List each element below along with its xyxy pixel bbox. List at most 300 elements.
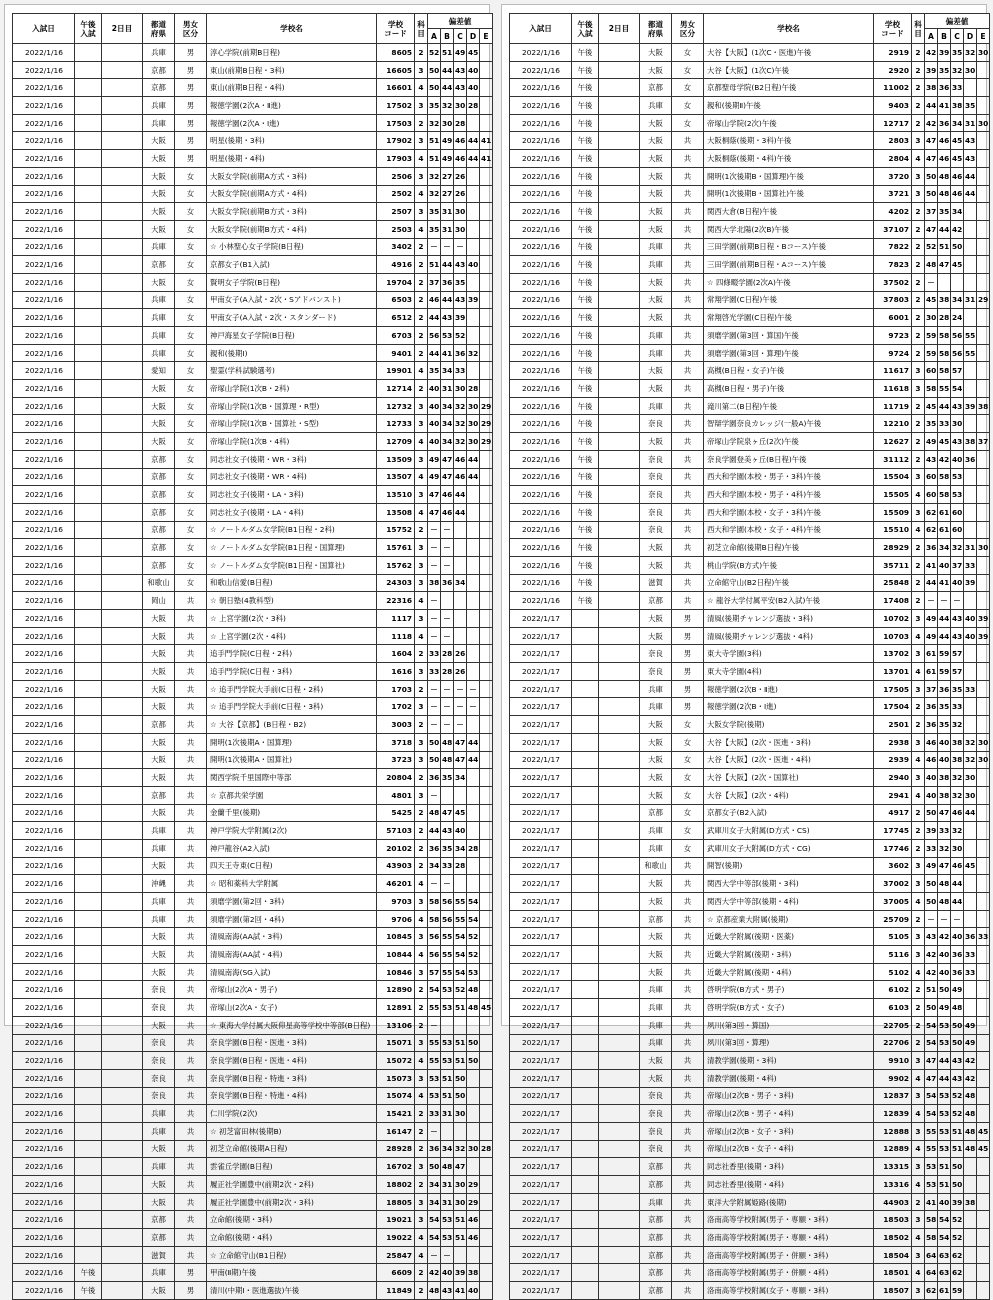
deviation-c-cell: 50	[951, 1176, 964, 1194]
date-cell: 2022/1/16	[13, 893, 75, 911]
deviation-e-cell: 41	[480, 150, 493, 168]
deviation-c-cell: 43	[454, 256, 467, 274]
prefecture-cell: 奈良	[143, 999, 175, 1017]
header-prefecture: 都道 府県	[143, 14, 175, 44]
subjects-cell: 4	[912, 786, 925, 804]
afternoon-cell	[75, 663, 102, 681]
school-code-cell: 25847	[377, 1246, 415, 1264]
sex-cell: 男	[175, 1264, 207, 1282]
sex-cell: 女	[672, 786, 704, 804]
deviation-c-cell: 40	[951, 450, 964, 468]
sex-cell: 女	[175, 433, 207, 451]
date-cell: 2022/1/16	[13, 556, 75, 574]
subjects-cell: 2	[415, 645, 428, 663]
date-cell: 2022/1/17	[510, 1122, 572, 1140]
deviation-d-cell	[964, 273, 977, 291]
afternoon-cell: 午後	[572, 556, 599, 574]
deviation-a-cell: 44	[925, 97, 938, 115]
school-code-cell: 11719	[874, 397, 912, 415]
deviation-e-cell	[977, 256, 990, 274]
school-code-cell: 11617	[874, 362, 912, 380]
prefecture-cell: 兵庫	[143, 238, 175, 256]
prefecture-cell: 兵庫	[143, 1158, 175, 1176]
deviation-a-cell: 50	[428, 79, 441, 97]
date-cell: 2022/1/17	[510, 1176, 572, 1194]
deviation-e-cell	[480, 380, 493, 398]
subjects-cell: 4	[415, 433, 428, 451]
deviation-c-cell: 47	[454, 751, 467, 769]
deviation-b-cell: 58	[938, 344, 951, 362]
deviation-c-cell: 46	[454, 132, 467, 150]
day2-cell	[102, 751, 143, 769]
deviation-c-cell: 34	[951, 114, 964, 132]
school-code-cell: 3602	[874, 857, 912, 875]
deviation-b-cell	[441, 592, 454, 610]
sex-cell: 共	[175, 1158, 207, 1176]
subjects-cell: 2	[415, 1016, 428, 1034]
deviation-c-cell: 43	[951, 627, 964, 645]
deviation-b-cell: 36	[441, 273, 454, 291]
afternoon-cell	[75, 1016, 102, 1034]
deviation-a-cell: 47	[925, 1069, 938, 1087]
sex-cell: 共	[672, 344, 704, 362]
table-row	[13, 61, 493, 79]
subjects-cell: 2	[415, 44, 428, 62]
deviation-e-cell	[480, 273, 493, 291]
deviation-c-cell: 46	[454, 468, 467, 486]
deviation-e-cell	[977, 556, 990, 574]
deviation-c-cell	[454, 610, 467, 628]
deviation-d-cell	[964, 79, 977, 97]
sex-cell: 女	[672, 61, 704, 79]
deviation-b-cell: 63	[938, 1264, 951, 1282]
school-name-cell: 立命館(後期・3科)	[207, 1211, 377, 1229]
sex-cell: 女	[175, 185, 207, 203]
header-d: D	[467, 29, 480, 44]
date-cell: 2022/1/16	[510, 256, 572, 274]
date-cell: 2022/1/16	[13, 256, 75, 274]
deviation-c-cell: 49	[951, 981, 964, 999]
table-row	[510, 1140, 990, 1158]
subjects-cell: 3	[415, 397, 428, 415]
prefecture-cell: 兵庫	[143, 114, 175, 132]
date-cell: 2022/1/16	[13, 875, 75, 893]
deviation-c-cell: 39	[454, 1264, 467, 1282]
afternoon-cell: 午後	[572, 415, 599, 433]
table-body-left	[13, 44, 493, 1300]
date-cell: 2022/1/16	[510, 185, 572, 203]
deviation-c-cell: 54	[454, 928, 467, 946]
deviation-b-cell: －	[441, 875, 454, 893]
deviation-d-cell: 31	[964, 291, 977, 309]
prefecture-cell: 大阪	[640, 963, 672, 981]
deviation-a-cell: 53	[925, 1158, 938, 1176]
subjects-cell: 3	[415, 97, 428, 115]
deviation-b-cell	[441, 786, 454, 804]
sex-cell: 共	[672, 433, 704, 451]
deviation-c-cell: 51	[951, 1140, 964, 1158]
afternoon-cell	[75, 893, 102, 911]
deviation-c-cell	[454, 1246, 467, 1264]
date-cell: 2022/1/16	[510, 203, 572, 221]
header-deviation: 偏差値	[925, 14, 990, 29]
sex-cell: 男	[175, 1282, 207, 1300]
deviation-c-cell: 52	[951, 1229, 964, 1247]
day2-cell	[102, 273, 143, 291]
deviation-a-cell: 43	[925, 928, 938, 946]
prefecture-cell: 兵庫	[143, 291, 175, 309]
day2-cell	[102, 592, 143, 610]
day2-cell	[599, 433, 640, 451]
prefecture-cell: 大阪	[143, 380, 175, 398]
day2-cell	[102, 627, 143, 645]
school-name-cell: 武庫川女子大附属(D方式・CS)	[704, 822, 874, 840]
table-row	[510, 627, 990, 645]
afternoon-cell	[75, 397, 102, 415]
deviation-a-cell: 40	[925, 786, 938, 804]
deviation-e-cell	[977, 468, 990, 486]
deviation-a-cell: 51	[925, 981, 938, 999]
afternoon-cell: 午後	[75, 1264, 102, 1282]
deviation-d-cell	[467, 716, 480, 734]
deviation-d-cell	[964, 645, 977, 663]
deviation-c-cell: 43	[454, 61, 467, 79]
prefecture-cell: 大阪	[640, 362, 672, 380]
school-code-cell: 13507	[377, 468, 415, 486]
deviation-a-cell: 47	[428, 486, 441, 504]
school-code-cell: 6703	[377, 327, 415, 345]
subjects-cell: 4	[415, 79, 428, 97]
table-row	[13, 185, 493, 203]
subjects-cell: 4	[912, 521, 925, 539]
deviation-e-cell: 41	[480, 132, 493, 150]
date-cell: 2022/1/16	[13, 733, 75, 751]
date-cell: 2022/1/16	[13, 114, 75, 132]
afternoon-cell	[75, 521, 102, 539]
date-cell: 2022/1/16	[13, 503, 75, 521]
prefecture-cell: 京都	[143, 556, 175, 574]
sex-cell: 共	[672, 238, 704, 256]
sex-cell: 共	[672, 309, 704, 327]
deviation-d-cell: 48	[964, 1140, 977, 1158]
afternoon-cell	[75, 645, 102, 663]
school-code-cell: 17505	[874, 680, 912, 698]
deviation-b-cell: 36	[938, 114, 951, 132]
deviation-c-cell: 43	[951, 610, 964, 628]
afternoon-cell	[75, 1176, 102, 1194]
deviation-e-cell	[977, 203, 990, 221]
sex-cell: 男	[175, 150, 207, 168]
prefecture-cell: 大阪	[640, 556, 672, 574]
day2-cell	[599, 362, 640, 380]
deviation-b-cell: 48	[938, 893, 951, 911]
table-row	[510, 167, 990, 185]
deviation-e-cell	[480, 220, 493, 238]
deviation-d-cell: 48	[964, 1105, 977, 1123]
school-name-cell: 明星(後期・4科)	[207, 150, 377, 168]
school-code-cell: 11849	[377, 1282, 415, 1300]
prefecture-cell: 大阪	[143, 680, 175, 698]
afternoon-cell	[572, 839, 599, 857]
subjects-cell: 2	[912, 273, 925, 291]
day2-cell	[599, 751, 640, 769]
subjects-cell: 2	[912, 114, 925, 132]
deviation-b-cell: 49	[938, 999, 951, 1017]
deviation-e-cell	[480, 804, 493, 822]
day2-cell	[102, 450, 143, 468]
sex-cell: 共	[175, 627, 207, 645]
subjects-cell: 2	[912, 415, 925, 433]
deviation-e-cell	[480, 680, 493, 698]
deviation-c-cell: 50	[454, 1069, 467, 1087]
table-body-right	[510, 44, 990, 1300]
afternoon-cell	[75, 238, 102, 256]
sex-cell: 共	[672, 220, 704, 238]
deviation-d-cell	[964, 1229, 977, 1247]
afternoon-cell	[572, 769, 599, 787]
school-name-cell: 親和(後期Ⅰ)	[207, 344, 377, 362]
deviation-b-cell: 38	[938, 786, 951, 804]
deviation-d-cell: 33	[964, 680, 977, 698]
date-cell: 2022/1/16	[13, 769, 75, 787]
school-code-cell: 1117	[377, 610, 415, 628]
deviation-d-cell: 30	[964, 61, 977, 79]
sex-cell: 共	[672, 1193, 704, 1211]
deviation-b-cell: 36	[938, 79, 951, 97]
header-school: 学校名	[207, 14, 377, 44]
day2-cell	[102, 1087, 143, 1105]
header-afternoon: 午後 入試	[572, 14, 599, 44]
deviation-e-cell	[977, 79, 990, 97]
school-code-cell: 3721	[874, 185, 912, 203]
sex-cell: 共	[175, 1122, 207, 1140]
afternoon-cell	[75, 185, 102, 203]
day2-cell	[102, 539, 143, 557]
table-row	[13, 556, 493, 574]
prefecture-cell: 奈良	[640, 521, 672, 539]
deviation-c-cell: 38	[951, 97, 964, 115]
school-code-cell: 20804	[377, 769, 415, 787]
deviation-d-cell: 48	[964, 1122, 977, 1140]
subjects-cell: 2	[415, 380, 428, 398]
afternoon-cell: 午後	[572, 327, 599, 345]
date-cell: 2022/1/17	[510, 1016, 572, 1034]
day2-cell	[102, 132, 143, 150]
deviation-c-cell: 32	[454, 1140, 467, 1158]
subjects-cell: 3	[912, 1122, 925, 1140]
subjects-cell: 4	[912, 627, 925, 645]
deviation-b-cell: 53	[938, 1016, 951, 1034]
day2-cell	[102, 167, 143, 185]
table-row	[13, 1176, 493, 1194]
deviation-c-cell: 54	[454, 963, 467, 981]
date-cell: 2022/1/16	[510, 486, 572, 504]
header-day2: 2日目	[599, 14, 640, 44]
table-row	[510, 1069, 990, 1087]
school-code-cell: 17745	[874, 822, 912, 840]
deviation-a-cell: 49	[925, 857, 938, 875]
deviation-c-cell	[454, 786, 467, 804]
date-cell: 2022/1/16	[13, 963, 75, 981]
school-code-cell: 12210	[874, 415, 912, 433]
school-code-cell: 5105	[874, 928, 912, 946]
sex-cell: 共	[672, 539, 704, 557]
deviation-e-cell	[977, 503, 990, 521]
afternoon-cell	[572, 1016, 599, 1034]
prefecture-cell: 奈良	[143, 981, 175, 999]
sex-cell: 共	[672, 1034, 704, 1052]
sex-cell: 共	[175, 663, 207, 681]
deviation-d-cell	[964, 309, 977, 327]
date-cell: 2022/1/16	[510, 539, 572, 557]
afternoon-cell	[572, 1282, 599, 1300]
table-row	[510, 1105, 990, 1123]
deviation-a-cell: 36	[428, 1140, 441, 1158]
deviation-c-cell: 59	[951, 1282, 964, 1300]
deviation-b-cell: 31	[441, 380, 454, 398]
subjects-cell: 2	[415, 1140, 428, 1158]
deviation-c-cell: 44	[454, 503, 467, 521]
deviation-e-cell	[480, 486, 493, 504]
deviation-e-cell	[977, 716, 990, 734]
deviation-a-cell: 64	[925, 1264, 938, 1282]
table-row	[510, 698, 990, 716]
school-code-cell: 5102	[874, 963, 912, 981]
subjects-cell: 2	[912, 1016, 925, 1034]
sex-cell: 共	[672, 256, 704, 274]
deviation-a-cell: 42	[925, 44, 938, 62]
date-cell: 2022/1/16	[13, 999, 75, 1017]
deviation-a-cell: 47	[925, 150, 938, 168]
subjects-cell: 2	[415, 238, 428, 256]
deviation-b-cell: 53	[441, 999, 454, 1017]
afternoon-cell	[75, 1034, 102, 1052]
sex-cell: 共	[672, 946, 704, 964]
subjects-cell: 4	[912, 1176, 925, 1194]
deviation-d-cell	[467, 645, 480, 663]
deviation-d-cell: 30	[467, 1140, 480, 1158]
deviation-d-cell: 45	[964, 857, 977, 875]
school-code-cell: 10846	[377, 963, 415, 981]
school-code-cell: 15761	[377, 539, 415, 557]
afternoon-cell	[75, 857, 102, 875]
school-code-cell: 9706	[377, 910, 415, 928]
school-name-cell: 開明(1次後期A・国算理)	[207, 733, 377, 751]
deviation-e-cell	[977, 680, 990, 698]
prefecture-cell: 大阪	[143, 1193, 175, 1211]
day2-cell	[599, 132, 640, 150]
deviation-b-cell: 46	[938, 150, 951, 168]
afternoon-cell	[75, 61, 102, 79]
sex-cell: 共	[672, 380, 704, 398]
deviation-e-cell	[480, 539, 493, 557]
afternoon-cell	[572, 946, 599, 964]
deviation-a-cell: 38	[925, 79, 938, 97]
afternoon-cell	[75, 574, 102, 592]
deviation-d-cell: 39	[964, 574, 977, 592]
deviation-c-cell: 32	[454, 415, 467, 433]
day2-cell	[599, 1122, 640, 1140]
sex-cell: 女	[672, 733, 704, 751]
sex-cell: 共	[672, 574, 704, 592]
table-row	[510, 450, 990, 468]
school-name-cell: 夙川(第3回・算理)	[704, 1034, 874, 1052]
day2-cell	[102, 1034, 143, 1052]
school-code-cell: 15509	[874, 503, 912, 521]
day2-cell	[102, 486, 143, 504]
deviation-d-cell	[467, 309, 480, 327]
date-cell: 2022/1/17	[510, 999, 572, 1017]
table-row	[510, 751, 990, 769]
afternoon-cell: 午後	[572, 150, 599, 168]
deviation-a-cell: 37	[428, 273, 441, 291]
school-code-cell: 2501	[874, 716, 912, 734]
table-row	[510, 362, 990, 380]
deviation-a-cell: 51	[428, 132, 441, 150]
deviation-b-cell: －	[938, 592, 951, 610]
sex-cell: 女	[672, 44, 704, 62]
prefecture-cell: 兵庫	[143, 344, 175, 362]
school-name-cell: 清教学園(後期・4科)	[704, 1069, 874, 1087]
subjects-cell: 3	[415, 928, 428, 946]
table-row	[510, 468, 990, 486]
deviation-a-cell: 50	[925, 999, 938, 1017]
deviation-e-cell	[480, 733, 493, 751]
day2-cell	[102, 327, 143, 345]
date-cell: 2022/1/17	[510, 627, 572, 645]
deviation-a-cell: 56	[428, 946, 441, 964]
table-row	[510, 539, 990, 557]
school-code-cell: 46201	[377, 875, 415, 893]
deviation-e-cell	[480, 1034, 493, 1052]
subjects-cell: 4	[912, 1069, 925, 1087]
date-cell: 2022/1/16	[13, 946, 75, 964]
subjects-cell: 2	[912, 716, 925, 734]
school-code-cell: 17408	[874, 592, 912, 610]
deviation-a-cell: 59	[925, 344, 938, 362]
deviation-c-cell: 30	[454, 1193, 467, 1211]
school-name-cell: ☆ 追手門学院大手前(C日程・3科)	[207, 698, 377, 716]
table-row	[13, 380, 493, 398]
deviation-a-cell: 55	[428, 1034, 441, 1052]
table-row	[510, 503, 990, 521]
school-name-cell: 大阪女学院(前期B方式・3科)	[207, 203, 377, 221]
sex-cell: 女	[672, 804, 704, 822]
date-cell: 2022/1/17	[510, 1211, 572, 1229]
table-row	[13, 804, 493, 822]
date-cell: 2022/1/16	[13, 839, 75, 857]
deviation-d-cell: 42	[964, 1052, 977, 1070]
sex-cell: 男	[175, 132, 207, 150]
school-code-cell: 18502	[874, 1229, 912, 1247]
deviation-c-cell: 54	[454, 946, 467, 964]
subjects-cell: 4	[415, 185, 428, 203]
subjects-cell: 2	[912, 344, 925, 362]
prefecture-cell: 兵庫	[640, 698, 672, 716]
afternoon-cell	[75, 733, 102, 751]
date-cell: 2022/1/16	[510, 592, 572, 610]
deviation-a-cell: 44	[428, 344, 441, 362]
subjects-cell: 3	[912, 132, 925, 150]
day2-cell	[599, 574, 640, 592]
sex-cell: 共	[672, 1069, 704, 1087]
prefecture-cell: 大阪	[640, 150, 672, 168]
afternoon-cell	[75, 114, 102, 132]
deviation-e-cell: 39	[977, 610, 990, 628]
sex-cell: 共	[175, 733, 207, 751]
deviation-b-cell: －	[441, 627, 454, 645]
day2-cell	[599, 256, 640, 274]
